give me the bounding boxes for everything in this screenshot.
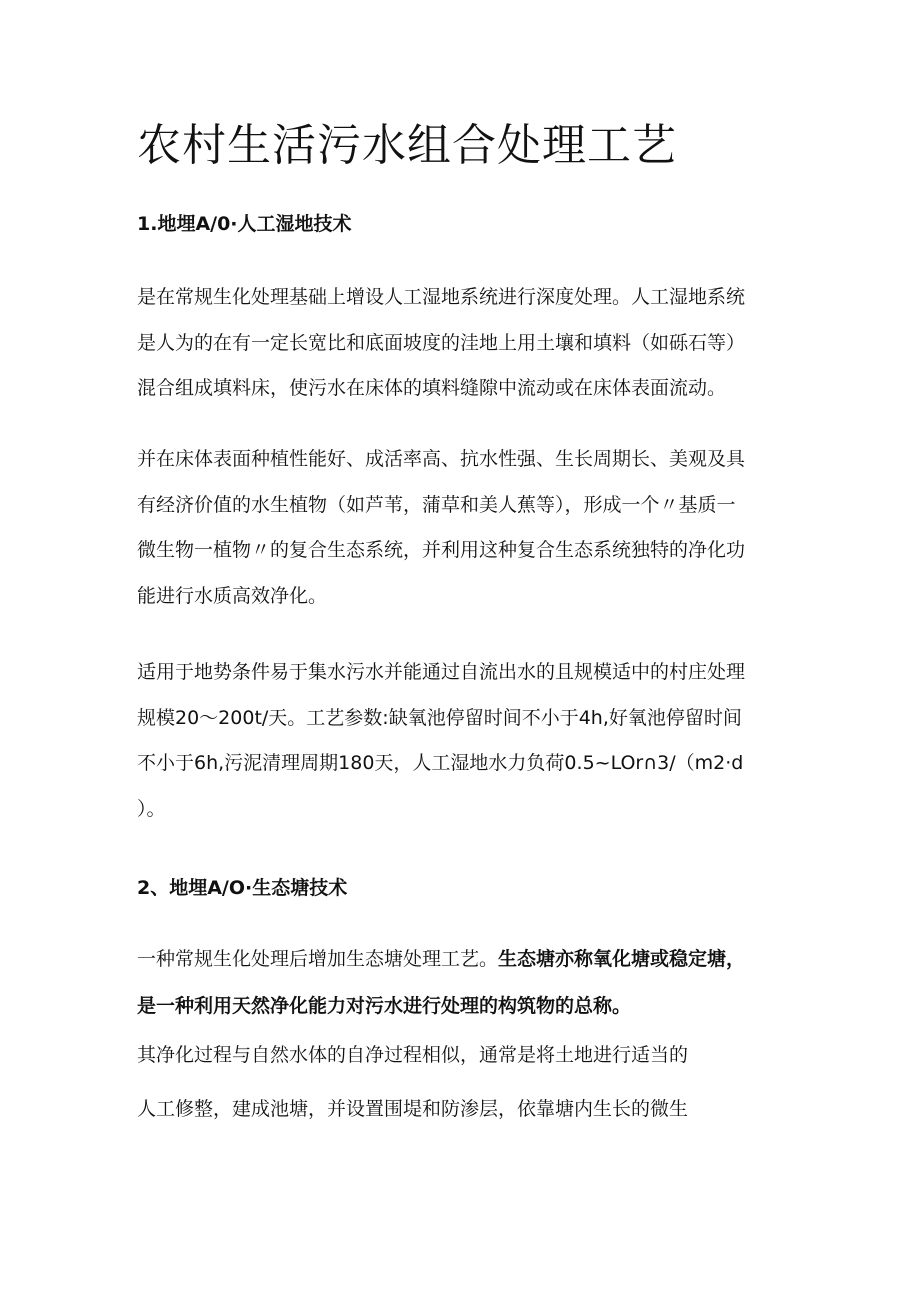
text-line: ）。 — [137, 797, 166, 820]
section-2-line-4: 人工修整，建成池塘，并设置围堤和防渗层，依靠塘内生长的微生 — [137, 1098, 689, 1120]
section-2-heading: 2、地埋A/O·生态塘技术 — [137, 877, 348, 899]
section-1-heading: 1.地埋A/0·人工湿地技术 — [137, 213, 352, 235]
text-line: 能进行水质高效净化。 — [137, 584, 328, 607]
text-line: 是人为的在有一定长宽比和底面坡度的洼地上用土壤和填料（如砾石等） — [137, 331, 746, 354]
section-2-line-3: 其净化过程与自然水体的自净过程相似，通常是将土地进行适当的 — [137, 1044, 689, 1066]
section-2-line-2: 是一种利用天然净化能力对污水进行处理的构筑物的总称。 — [137, 995, 632, 1017]
text-line: 混合组成填料床，使污水在床体的填料缝隙中流动或在床体表面流动。 — [137, 377, 727, 400]
document-title: 农村生活污水组合处理工艺 — [137, 120, 677, 171]
text-line: 适用于地势条件易于集水污水并能通过自流出水的且规模适中的村庄处理 — [137, 661, 746, 683]
section-1-paragraph-1 — [137, 275, 787, 412]
text-line: 有经济价值的水生植物（如芦苇，蒲草和美人蕉等），形成一个〃基质一 — [137, 493, 736, 516]
section-1-paragraph-3 — [137, 650, 787, 832]
text-line: 不小于6h,污泥清理周期180天，人工湿地水力负荷0.5~LOr∩3/（m2·d — [137, 752, 744, 775]
section-1-paragraph-2 — [137, 437, 787, 619]
section-2-line-1 — [137, 944, 745, 974]
text-line: 规模20～200t/天。工艺参数:缺氧池停留时间不小于4h,好氧池停留时间 — [137, 706, 742, 729]
text-line: 是在常规生化处理基础上增设人工湿地系统进行深度处理。人工湿地系统 — [137, 286, 746, 308]
text-line: 并在床体表面种植性能好、成活率高、抗水性强、生长周期长、美观及具 — [137, 448, 746, 470]
bold-text: 生态塘亦称氧化塘或稳定塘， — [498, 948, 746, 970]
text-line: 微生物一植物〃的复合生态系统，并利用这种复合生态系统独特的净化功 — [137, 539, 746, 562]
normal-text: 一种常规生化处理后增加生态塘处理工艺。 — [137, 948, 499, 970]
